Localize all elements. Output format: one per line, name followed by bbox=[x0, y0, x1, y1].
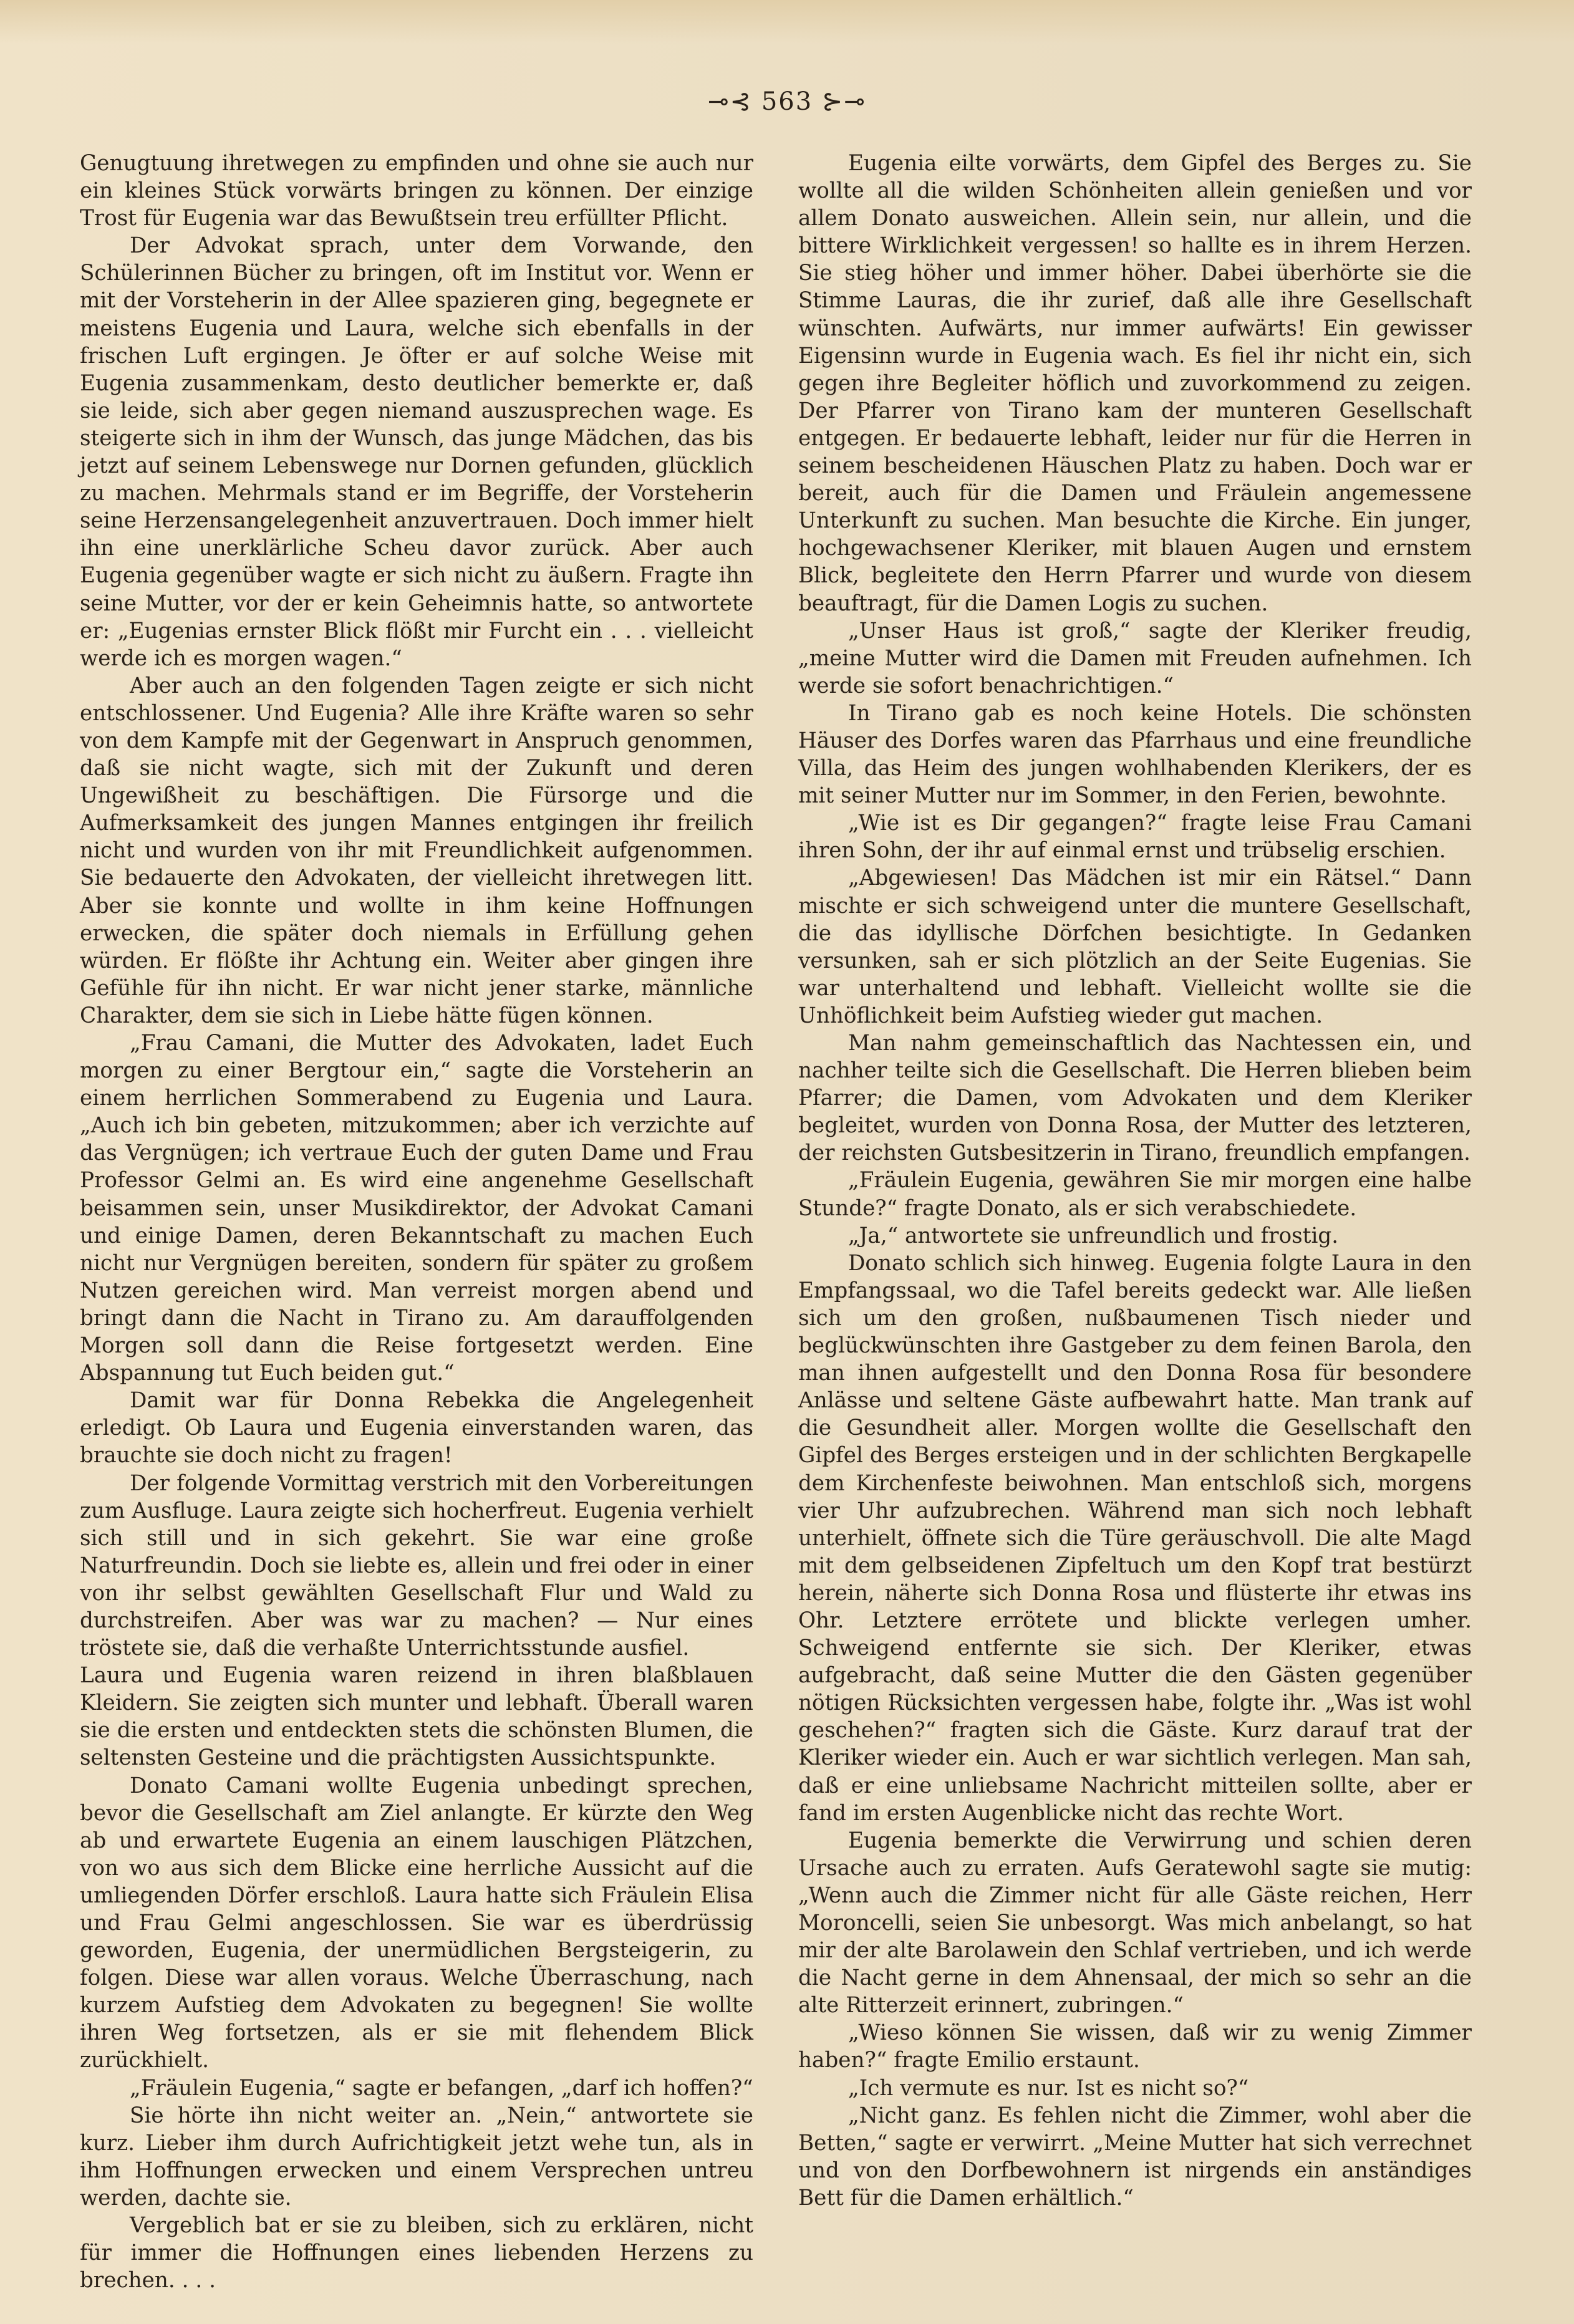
page-number: 563 bbox=[761, 87, 813, 116]
page-number-header bbox=[0, 87, 1574, 116]
paragraph: Eugenia bemerkte die Verwirrung und schien deren Ursache auch zu erraten. Aufs Geratewohl sagte sie mutig: „Wenn auch die Zimmer nicht für alle Gäste reichen, Herr Moroncelli, seien Sie unbesorgt. Was mich anbelangt, so hat mir der alte Barolawein den Schlaf vertrieben, und ich werde die Nacht gerne in dem Ahnensaal, der mich so sehr an die alte Ritterzeit erinnert, zubringen.“ bbox=[798, 1828, 1472, 2018]
paragraph: „Frau Camani, die Mutter des Advokaten, ladet Euch morgen zu einer Bergtour ein,“ sagte die Vorsteherin an einem herrlichen Sommerabend zu Eugenia und Laura. „Auch ich bin gebeten, mitzukommen; aber ich verzichte auf das Vergnügen; ich vertraue Euch der guten Dame und Frau Professor Gelmi an. Es wird eine angenehme Gesellschaft beisammen sein, unser Musikdirektor, der Advokat Camani und einige Damen, deren Bekanntschaft zu machen Euch nicht nur Vergnügen bereiten, sondern für später zu großem Nutzen gereichen wird. Man verreist morgen abend und bringt dann die Nacht in Tirano zu. Am darauffolgenden Morgen soll dann die Reise fortgesetzt werden. Eine Abspannung tut Euch beiden gut.“ bbox=[80, 1031, 753, 1386]
paragraph: Man nahm gemeinschaftlich das Nachtessen ein, und nachher teilte sich die Gesellschaft. Die Herren blieben beim Pfarrer; die Damen, vom Advokaten und dem Kleriker begleitet, wurden von Donna Rosa, der Mutter des letzteren, der reichsten Gutsbesitzerin in Tirano, freundlich empfangen. bbox=[798, 1031, 1472, 1166]
paragraph: Laura und Eugenia waren reizend in ihren blaßblauen Kleidern. Sie zeigten sich munter und lebhaft. Überall waren sie die ersten und entdeckten stets die schönsten Blumen, die seltensten Gesteine und die prächtigsten Aussichtspunkte. bbox=[80, 1663, 753, 1771]
paragraph: „Wieso können Sie wissen, daß wir zu wenig Zimmer haben?“ fragte Emilio erstaunt. bbox=[798, 2020, 1472, 2073]
paragraph: „Abgewiesen! Das Mädchen ist mir ein Rätsel.“ Dann mischte er sich schweigend unter die muntere Gesellschaft, die das idyllische Dörfchen besichtigte. In Gedanken versunken, sah er sich plötzlich an der Seite Eugenias. Sie war unterhaltend und lebhaft. Vielleicht wollte sie die Unhöflichkeit beim Aufstieg wieder gut machen. bbox=[798, 865, 1472, 1028]
paragraph: In Tirano gab es noch keine Hotels. Die schönsten Häuser des Dorfes waren das Pfarrhaus und eine freundliche Villa, das Heim des jungen wohlhabenden Klerikers, der es mit seiner Mutter nur im Sommer, in den Ferien, bewohnte. bbox=[798, 700, 1472, 809]
paragraph: Donato Camani wollte Eugenia unbedingt sprechen, bevor die Gesellschaft am Ziel anlangte. Er kürzte den Weg ab und erwartete Eugenia an einem lauschigen Plätzchen, von wo aus sich dem Blicke eine herrliche Aussicht auf die umliegenden Dörfer erschloß. Laura hatte sich Fräulein Elisa und Frau Gelmi angeschlossen. Sie war es überdrüssig geworden, Eugenia, der unermüdlichen Bergsteigerin, zu folgen. Diese war allen voraus. Welche Überraschung, nach kurzem Aufstieg dem Advokaten zu begegnen! Sie wollte ihren Weg fortsetzen, als er sie mit flehendem Blick zurückhielt. bbox=[80, 1773, 753, 2073]
left-column bbox=[80, 150, 753, 2294]
paragraph: Aber auch an den folgenden Tagen zeigte er sich nicht entschlossener. Und Eugenia? Alle ihre Kräfte waren so sehr von dem Kampfe mit der Gegenwart in Anspruch genommen, daß sie nicht wagte, sich mit der Zukunft und deren Ungewißheit zu beschäftigen. Die Fürsorge und die Aufmerksamkeit des jungen Mannes entgingen ihr freilich nicht und wurden von ihr mit Freundlichkeit aufgenommen. Sie bedauerte den Advokaten, der vielleicht ihretwegen litt. Aber sie konnte und wollte in ihm keine Hoffnungen erwecken, die später doch niemals in Erfüllung gehen würden. Er flößte ihr Achtung ein. Weiter aber gingen ihre Gefühle für ihn nicht. Er war nicht jener starke, männliche Charakter, dem sie sich in Liebe hätte fügen können. bbox=[80, 673, 753, 1028]
paragraph: Sie hörte ihn nicht weiter an. „Nein,“ antwortete sie kurz. Lieber ihm durch Aufrichtigkeit jetzt wehe tun, als in ihm Hoffnungen erwecken und einem Versprechen untreu werden, dachte sie. bbox=[80, 2103, 753, 2211]
paragraph: „Nicht ganz. Es fehlen nicht die Zimmer, wohl aber die Betten,“ sagte er verwirrt. „Meine Mutter hat sich verrechnet und von den Dorfbewohnern ist nirgends ein anständiges Bett für die Damen erhältlich.“ bbox=[798, 2103, 1472, 2211]
paragraph: „Ich vermute es nur. Ist es nicht so?“ bbox=[848, 2075, 1249, 2101]
paragraph: „Ja,“ antwortete sie unfreundlich und frostig. bbox=[848, 1223, 1339, 1248]
paragraph: „Fräulein Eugenia,“ sagte er befangen, „darf ich hoffen?“ bbox=[130, 2075, 753, 2101]
paragraph: Vergeblich bat er sie zu bleiben, sich zu erklären, nicht für immer die Hoffnungen eines liebenden Herzens zu brechen. . . . bbox=[80, 2213, 753, 2293]
right-column bbox=[798, 150, 1472, 2212]
paragraph: „Fräulein Eugenia, gewähren Sie mir morgen eine halbe Stunde?“ fragte Donato, als er sich verabschiedete. bbox=[798, 1168, 1472, 1221]
paragraph: Genugtuung ihretwegen zu empfinden und ohne sie auch nur ein kleines Stück vorwärts bringen zu können. Der einzige Trost für Eugenia war das Bewußtsein treu erfüllter Pflicht. bbox=[80, 151, 753, 231]
paragraph: Damit war für Donna Rebekka die Angelegenheit erledigt. Ob Laura und Eugenia einverstanden waren, das brauchte sie doch nicht zu fragen! bbox=[80, 1388, 753, 1468]
paragraph: Eugenia eilte vorwärts, dem Gipfel des Berges zu. Sie wollte all die wilden Schönheiten allein genießen und vor allem Donato ausweichen. Allein sein, nur allein, und die bittere Wirklichkeit vergessen! so hallte es in ihrem Herzen. Sie stieg höher und immer höher. Dabei überhörte sie die Stimme Lauras, die ihr zurief, daß alle ihre Gesellschaft wünschten. Aufwärts, nur immer aufwärts! Ein gewisser Eigensinn wurde in Eugenia wach. Es fiel ihr nicht ein, sich gegen ihre Begleiter höflich und zuvorkommend zu zeigen. Der Pfarrer von Tirano kam der munteren Gesellschaft entgegen. Er bedauerte lebhaft, leider nur für die Herren in seinem bescheidenen Häuschen Platz zu haben. Doch war er bereit, auch für die Damen und Fräulein angemessene Unterkunft zu suchen. Man besuchte die Kirche. Ein junger, hochgewachsener Kleriker, mit blauen Augen und ernstem Blick, begleitete den Herrn Pfarrer und wurde von diesem beauftragt, für die Damen Logis zu suchen. bbox=[798, 151, 1472, 616]
paragraph: Der Advokat sprach, unter dem Vorwande, den Schülerinnen Bücher zu bringen, oft im Institut vor. Wenn er mit der Vorsteherin in der Allee spazieren ging, begegnete er meistens Eugenia und Laura, welche sich ebenfalls in der frischen Luft ergingen. Je öfter er auf solche Weise mit Eugenia zusammenkam, desto deutlicher bemerkte er, daß sie leide, sich aber gegen niemand auszusprechen wage. Es steigerte sich in ihm der Wunsch, das junge Mädchen, das bis jetzt auf seinem Lebenswege nur Dornen gefunden, glücklich zu machen. Mehrmals stand er im Begriffe, der Vorsteherin seine Herzensangelegenheit anzuvertrauen. Doch immer hielt ihn eine unerklärliche Scheu davor zurück. Aber auch Eugenia gegenüber wagte er sich nicht zu äußern. Fragte ihn seine Mutter, vor der er kein Geheimnis hatte, so antwortete er: „Eugenias ernster Blick flößt mir Furcht ein . . . vielleicht werde ich es morgen wagen.“ bbox=[80, 233, 753, 671]
paragraph: Donato schlich sich hinweg. Eugenia folgte Laura in den Empfangssaal, wo die Tafel bereits gedeckt war. Alle ließen sich um den großen, nußbaumenen Tisch nieder und beglückwünschten ihre Gastgeber zu dem feinen Barola, den man ihnen aufgestellt und den Donna Rosa für besondere Anlässe und seltene Gäste aufbewahrt hatte. Man trank auf die Gesundheit aller. Morgen wollte die Gesellschaft den Gipfel des Berges ersteigen und in der schlichten Bergkapelle dem Kirchenfeste beiwohnen. Man entschloß sich, morgens vier Uhr aufzubrechen. Während man sich noch lebhaft unterhielt, öffnete sich die Türe geräuschvoll. Die alte Magd mit dem gelbseidenen Zipfeltuch um den Kopf trat bestürzt herein, näherte sich Donna Rosa und flüsterte ihr etwas ins Ohr. Letztere errötete und blickte verlegen umher. Schweigend entfernte sie sich. Der Kleriker, etwas aufgebracht, daß seine Mutter die den Gästen gegenüber nötigen Rücksichten vergessen habe, folgte ihr. „Was ist wohl geschehen?“ fragten sich die Gäste. Kurz darauf trat der Kleriker wieder ein. Auch er war sichtlich verlegen. Man sah, daß er eine unliebsame Nachricht mitteilen sollte, aber er fand im ersten Augenblicke nicht das rechte Wort. bbox=[798, 1250, 1472, 1826]
ornament-left: ⊸⊰ bbox=[708, 87, 753, 116]
paragraph: „Wie ist es Dir gegangen?“ fragte leise Frau Camani ihren Sohn, der ihr auf einmal ernst und trübselig erschien. bbox=[798, 811, 1472, 864]
paragraph: „Unser Haus ist groß,“ sagte der Kleriker freudig, „meine Mutter wird die Damen mit Freuden aufnehmen. Ich werde sie sofort benachrichtigen.“ bbox=[798, 618, 1472, 698]
ornament-right: ⊱⊸ bbox=[821, 87, 866, 116]
paragraph: Der folgende Vormittag verstrich mit den Vorbereitungen zum Ausfluge. Laura zeigte sich hocherfreut. Eugenia verhielt sich still und in sich gekehrt. Sie war eine große Naturfreundin. Doch sie liebte es, allein und frei oder in einer von ihr selbst gewählten Gesellschaft Flur und Wald zu durchstreifen. Aber was war zu machen? — Nur eines tröstete sie, daß die verhaßte Unterrichtsstunde ausfiel. bbox=[80, 1470, 753, 1661]
